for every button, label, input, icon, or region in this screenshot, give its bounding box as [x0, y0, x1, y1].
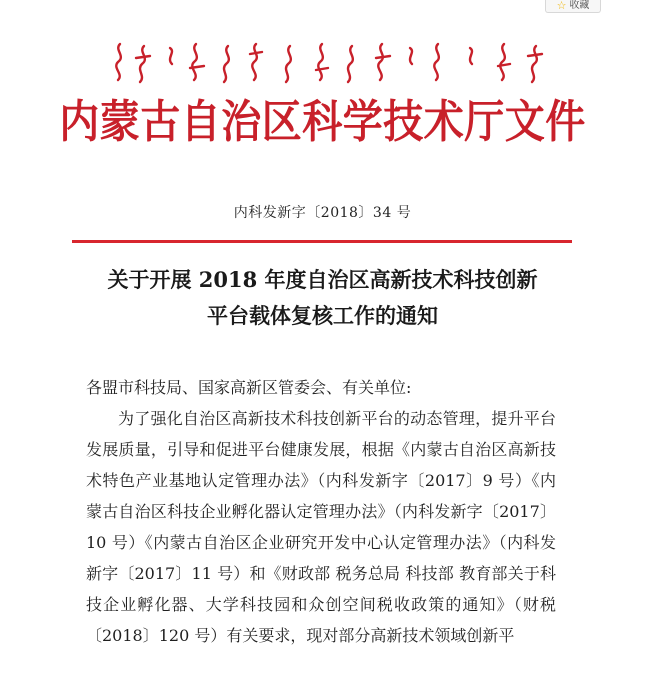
document-header-title: 内蒙古自治区科学技术厅文件	[59, 95, 586, 149]
favorite-label: 收藏	[569, 0, 590, 11]
mongolian-script-logo	[0, 38, 645, 86]
notice-title-line-1: 关于开展 2018 年度自治区高新技术科技创新	[107, 267, 538, 292]
red-divider-line	[72, 240, 572, 243]
notice-body	[86, 372, 556, 651]
star-icon: ☆	[556, 0, 567, 12]
favorite-button[interactable]	[545, 0, 601, 13]
mongolian-script-header	[0, 38, 645, 86]
document-number: 内科发新字〔2018〕34 号	[233, 205, 412, 221]
notice-title-line-2: 平台载体复核工作的通知	[207, 303, 438, 328]
greeting-line: 各盟市科技局、国家高新区管委会、有关单位:	[86, 378, 412, 397]
body-paragraph: 为了强化自治区高新技术科技创新平台的动态管理，提升平台发展质量，引导和促进平台健康发展，根据《内蒙古自治区高新技术特色产业基地认定管理办法》（内科发新字〔2017〕9 号）《内蒙古自治区科技企业孵化器认定管理办法》（内科发新字〔2017〕10 号）《内蒙古自治区企业研究开发中心认定管理办法》（内科发新字〔2017〕11 号）和《财政部 税务总局 科技部 教育部关于科技企业孵化器、大学科技园和众创空间税收政策的通知》（财税〔2018〕120 号）有关要求，现对部分高新技术领域创新平	[86, 409, 556, 645]
notice-title	[0, 262, 645, 334]
